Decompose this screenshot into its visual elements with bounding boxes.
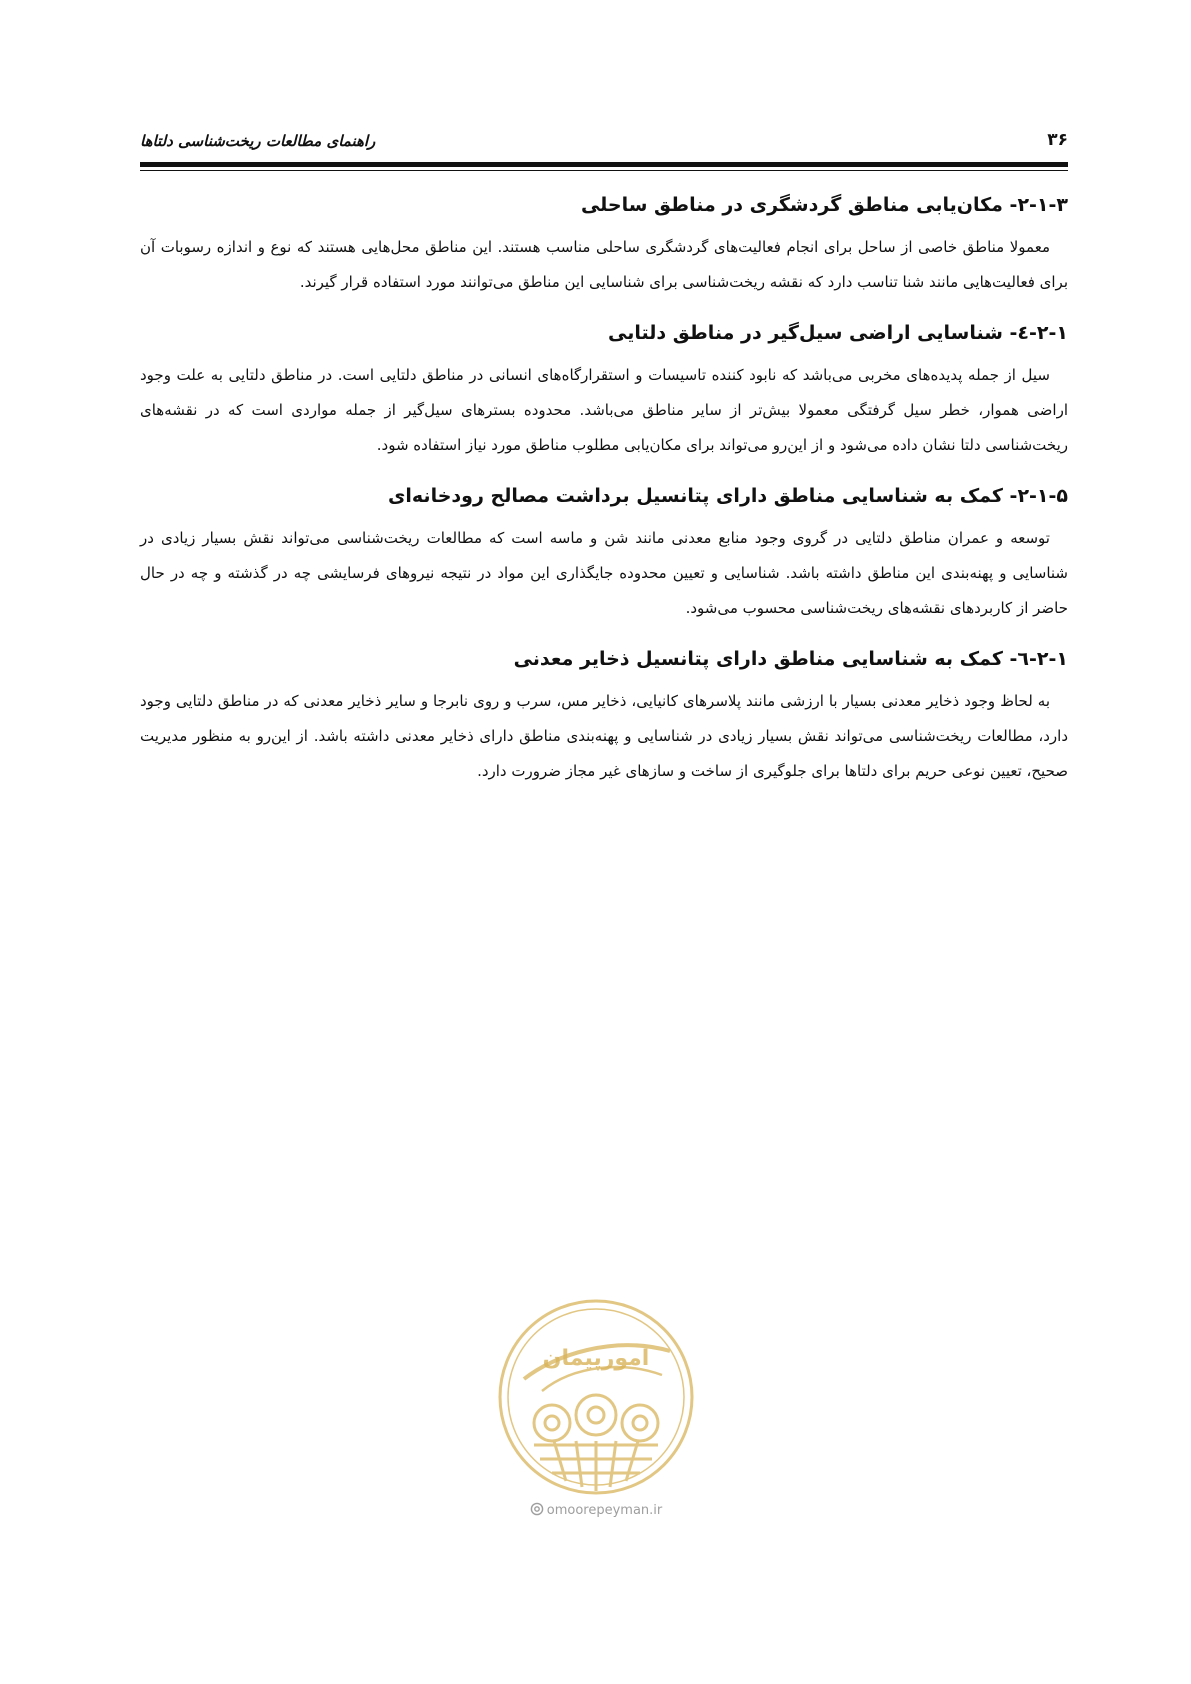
section <box>140 318 1068 463</box>
book-title: راهنمای مطالعات ریخت‌شناسی دلتاها <box>140 132 376 150</box>
section-heading: ۲-۱-٤- شناسایی اراضی سیل‌گیر در مناطق دلتایی <box>608 322 1068 344</box>
header-rule-thin <box>140 170 1068 171</box>
section-paragraph: توسعه و عمران مناطق دلتایی در گروی وجود منابع معدنی مانند شن و ماسه است که مطالعات ریخت‌شناسی می‌تواند نقش بسیار زیادی در شناسایی و پهنه‌بندی این مناطق داشته باشد. شناسایی و تعیین محدوده جایگذاری این مواد در نتیجه نیروهای فرسایشی چه در گذشته و چه در حال حاضر از کاربردهای نقشه‌های ریخت‌شناسی محسوب می‌شود. <box>140 529 1068 617</box>
section-paragraph: به لحاظ وجود ذخایر معدنی بسیار با ارزشی مانند پلاسرهای کانیایی، ذخایر مس، سرب و روی نابرجا و سایر ذخایر معدنی که در مناطق دلتایی وجود دارد، مطالعات ریخت‌شناسی می‌تواند نقش بسیار زیادی در شناسایی و پهنه‌بندی مناطق دارای ذخایر معدنی داشته باشد. از این‌رو به منظور مدیریت صحیح، تعیین نوعی حریم برای دلتاها برای جلوگیری از ساخت و سازهای غیر مجاز ضرورت دارد. <box>140 692 1068 780</box>
watermark-url-text: omoorepeyman.ir <box>546 1503 663 1518</box>
section <box>140 481 1068 626</box>
at-icon <box>530 1502 544 1516</box>
running-header <box>140 128 1068 158</box>
main-content <box>140 190 1068 807</box>
watermark-url <box>494 1502 698 1518</box>
watermark-seal-icon <box>494 1295 698 1499</box>
header-rule-thick <box>140 162 1068 167</box>
section-heading: ۲-۱-٦- کمک به شناسایی مناطق دارای پتانسیل ذخایر معدنی <box>513 648 1068 670</box>
page-number: ۳۶ <box>1047 130 1068 150</box>
section-paragraph: معمولا مناطق خاصی از ساحل برای انجام فعالیت‌های گردشگری ساحلی مناسب هستند. این مناطق محل‌هایی هستند که نوع و اندازه رسوبات آن برای فعالیت‌هایی مانند شنا تناسب دارد که نقشه ریخت‌شناسی برای شناسایی این مناطق می‌توانند مورد استفاده قرار گیرند. <box>140 238 1068 291</box>
section <box>140 644 1068 789</box>
section-heading: ۲-۱-۵- کمک به شناسایی مناطق دارای پتانسیل برداشت مصالح رودخانه‌ای <box>387 485 1068 507</box>
section-heading: ۲-۱-۳- مکان‌یابی مناطق گردشگری در مناطق ساحلی <box>580 194 1068 216</box>
section-paragraph: سیل از جمله پدیده‌های مخربی می‌باشد که نابود کننده تاسیسات و استقرارگاه‌های انسانی در مناطق دلتایی است. در مناطق دلتایی به علت وجود اراضی هموار، خطر سیل گرفتگی معمولا بیش‌تر از سایر مناطق می‌باشد. محدوده بسترهای سیل‌گیر از جمله مواردی است که در نقشه‌های ریخت‌شناسی دلتا نشان داده می‌شود و از این‌رو می‌تواند برای مکان‌یابی مطلوب مناطق مورد نیاز استفاده شود. <box>140 366 1068 454</box>
section <box>140 190 1068 300</box>
seal-text: امورپیمان <box>542 1346 650 1371</box>
